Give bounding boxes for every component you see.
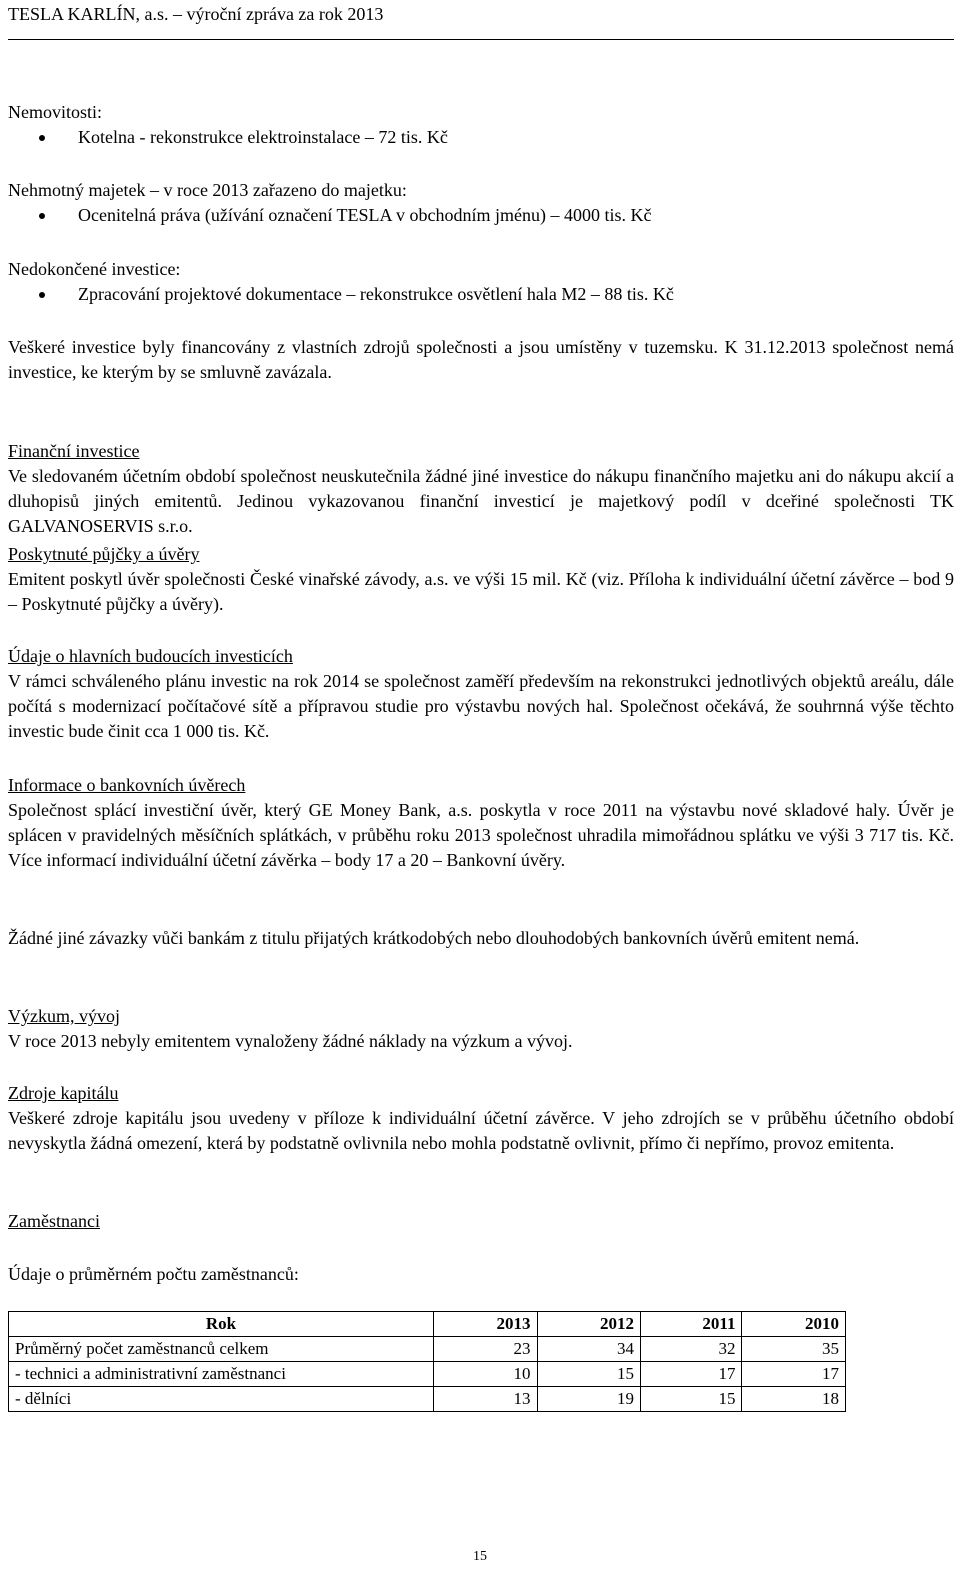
section-pujcky (8, 542, 954, 617)
section-financni-investice (8, 439, 954, 539)
table-cell: 18 (742, 1387, 846, 1412)
section-zavazky (8, 926, 954, 951)
paragraph: Ve sledovaném účetním období společnost neuskutečnila žádné jiné investice do nákupu finančního majetku ani do nákupu akcií a dluhopisů jiných emitentů. Jedinou vykazovanou finanční investicí je majetkový podíl v dceřiné společnosti TK GALVANOSERVIS s.r.o. (8, 466, 954, 536)
section-heading: Informace o bankovních úvěrech (8, 775, 246, 795)
section-heading: Nehmotný majetek – v roce 2013 zařazeno do majetku: (8, 180, 407, 200)
section-zdroje-kapitalu (8, 1081, 954, 1156)
section-heading: Zdroje kapitálu (8, 1083, 119, 1103)
employees-table (8, 1311, 846, 1412)
table-cell: 15 (537, 1362, 641, 1387)
table-cell: 34 (537, 1337, 641, 1362)
paragraph: Veškeré zdroje kapitálu jsou uvedeny v příloze k individuální účetní závěrce. V jeho zdrojích se v průběhu účetního období nevyskytla žádná omezení, která by podstatně ovlivnila nebo mohla podstatně ovlivnit, přímo či nepřímo, provoz emitenta. (8, 1108, 954, 1153)
paragraph: Společnost splácí investiční úvěr, který GE Money Bank, a.s. poskytla v roce 2011 na výstavbu nové skladové haly. Úvěr je splácen v pravidelných měsíčních splátkách, v průběhu roku 2013 společnost uhradila mimořádnou splátku ve výši 3 717 tis. Kč. Více informací individuální účetní závěrka – body 17 a 20 – Bankovní úvěry. (8, 800, 954, 870)
section-heading: Finanční investice (8, 441, 140, 461)
paragraph: V rámci schváleného plánu investic na rok 2014 se společnost zaměří především na rekonstrukci jednotlivých objektů areálu, dále počítá s modernizací počítačové sítě a přípravou studie pro výstavbu nových hal. Společnost očekává, že souhrnná výše těchto investic bude činit cca 1 000 tis. Kč. (8, 671, 954, 741)
section-heading: Nedokončené investice: (8, 259, 181, 279)
table-header-row (9, 1312, 846, 1337)
section-nehmotny-majetek (8, 178, 954, 228)
section-heading: Údaje o hlavních budoucích investicích (8, 646, 293, 666)
table-row (9, 1362, 846, 1387)
table-cell-label: - dělníci (9, 1387, 434, 1412)
list-item: Kotelna - rekonstrukce elektroinstalace – 72 tis. Kč (8, 125, 954, 150)
table-cell: 10 (434, 1362, 538, 1387)
header-title: TESLA KARLÍN, a.s. – výroční zpráva za rok 2013 (8, 4, 384, 24)
list-item: Zpracování projektové dokumentace – rekonstrukce osvětlení hala M2 – 88 tis. Kč (8, 282, 954, 307)
table-cell-label: - technici a administrativní zaměstnanci (9, 1362, 434, 1387)
section-nemovitosti (8, 100, 954, 150)
table-cell: 19 (537, 1387, 641, 1412)
paragraph: V roce 2013 nebyly emitentem vynaloženy žádné náklady na výzkum a vývoj. (8, 1031, 573, 1051)
bullet-list (8, 125, 954, 150)
table-cell: 17 (742, 1362, 846, 1387)
table-header-cell: 2010 (742, 1312, 846, 1337)
paragraph: Emitent poskytl úvěr společnosti České vinařské závody, a.s. ve výši 15 mil. Kč (viz. Příloha k individuální účetní závěrce – bod 9 – Poskytnuté půjčky a úvěry). (8, 569, 954, 614)
paragraph: Žádné jiné závazky vůči bankám z titulu přijatých krátkodobých nebo dlouhodobých bankovních úvěrů emitent nemá. (8, 928, 860, 948)
section-budouci-investice (8, 644, 954, 744)
table-cell: 15 (641, 1387, 742, 1412)
section-udaje-zamestnanci (8, 1262, 954, 1287)
page-number: 15 (473, 1549, 487, 1564)
table-row (9, 1387, 846, 1412)
section-heading: Nemovitosti: (8, 102, 102, 122)
section-heading: Výzkum, vývoj (8, 1006, 120, 1026)
section-bankovni-uvery (8, 773, 954, 873)
table-cell: 32 (641, 1337, 742, 1362)
bullet-list (8, 203, 954, 228)
table-header-cell: 2012 (537, 1312, 641, 1337)
table-cell-label: Průměrný počet zaměstnanců celkem (9, 1337, 434, 1362)
bullet-list (8, 282, 954, 307)
table-row (9, 1337, 846, 1362)
section-nedokoncene-investice (8, 257, 954, 307)
table-header-cell: Rok (9, 1312, 434, 1337)
section-zamestnanci (8, 1209, 954, 1234)
table-cell: 17 (641, 1362, 742, 1387)
table-cell: 13 (434, 1387, 538, 1412)
table-header-cell: 2013 (434, 1312, 538, 1337)
running-header (8, 0, 954, 40)
section-heading: Poskytnuté půjčky a úvěry (8, 544, 200, 564)
table-cell: 23 (434, 1337, 538, 1362)
section-subheading: Údaje o průměrném počtu zaměstnanců: (8, 1264, 299, 1284)
table-header-cell: 2011 (641, 1312, 742, 1337)
section-financovani (8, 335, 954, 385)
paragraph: Veškeré investice byly financovány z vlastních zdrojů společnosti a jsou umístěny v tuzemsku. K 31.12.2013 společnost nemá investice, ke kterým by se smluvně zavázala. (8, 337, 954, 382)
section-vyzkum (8, 1004, 954, 1054)
table-cell: 35 (742, 1337, 846, 1362)
list-item: Ocenitelná práva (užívání označení TESLA v obchodním jménu) – 4000 tis. Kč (8, 203, 954, 228)
section-heading: Zaměstnanci (8, 1211, 100, 1231)
